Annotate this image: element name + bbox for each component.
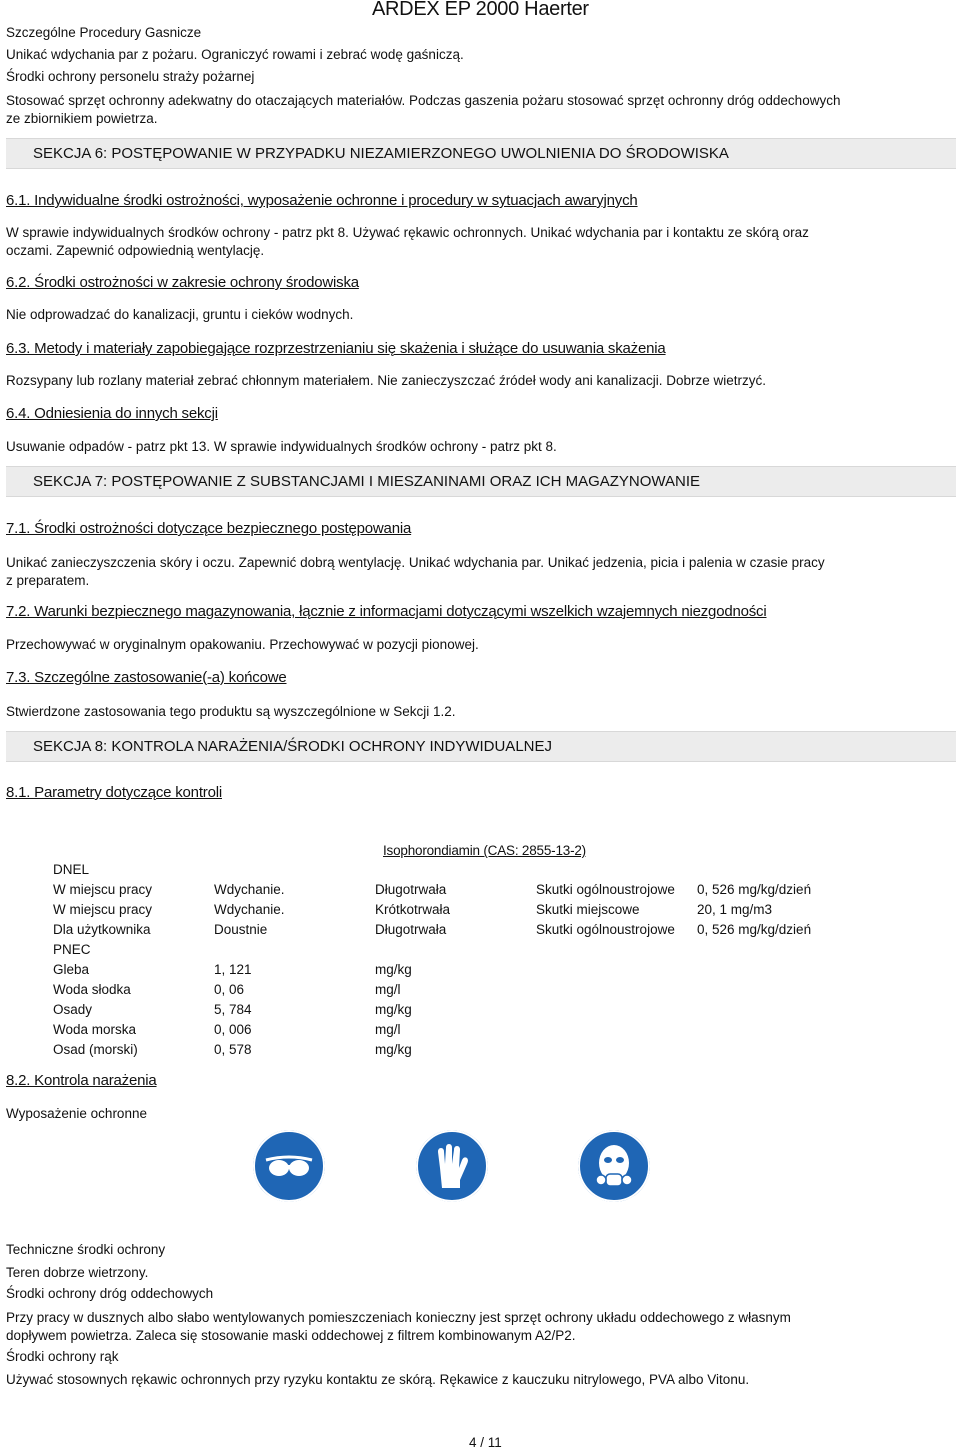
firefighter-protection-text-1: Stosować sprzęt ochronny adekwatny do otaczających materiałów. Podczas gaszenia pożaru stosować sprzęt ochronny dróg oddechowych — [6, 93, 841, 108]
dnel-cell: Długotrwała — [375, 882, 447, 897]
firefighter-protection-text-2: ze zbiornikiem powietrza. — [6, 111, 158, 126]
dnel-cell: 20, 1 mg/m3 — [697, 902, 773, 917]
technical-measures-text: Teren dobrze wietrzony. — [6, 1265, 149, 1280]
pnec-cell: mg/kg — [375, 1042, 412, 1057]
pnec-cell: Osad (morski) — [53, 1042, 138, 1057]
goggles-icon — [253, 1130, 325, 1202]
dnel-label: DNEL — [53, 862, 90, 877]
dnel-cell: Doustnie — [214, 922, 268, 937]
dnel-cell: Krótkotrwała — [375, 902, 451, 917]
subsection-6-2-text: Nie odprowadzać do kanalizacji, gruntu i cieków wodnych. — [6, 307, 354, 322]
pnec-cell: 0, 006 — [214, 1022, 252, 1037]
dnel-cell: W miejscu pracy — [53, 882, 153, 897]
subsection-7-3-heading: 7.3. Szczególne zastosowanie(-a) końcowe — [6, 669, 287, 686]
technical-measures-label: Techniczne środki ochrony — [6, 1242, 166, 1257]
subsection-6-3-heading: 6.3. Metody i materiały zapobiegające rozprzestrzenianiu się skażenia i służące do usuwania skażenia — [6, 340, 666, 357]
fire-procedures-label: Szczególne Procedury Gasnicze — [6, 25, 202, 40]
subsection-6-1-text-2: oczami. Zapewnić odpowiednią wentylację. — [6, 243, 265, 258]
hand-protection-text: Używać stosownych rękawic ochronnych przy ryzyku kontaktu ze skórą. Rękawice z kauczuku nitrylowego, PVA albo Vitonu. — [6, 1372, 750, 1387]
dnel-cell: W miejscu pracy — [53, 902, 153, 917]
page-number: 4 / 11 — [469, 1435, 502, 1450]
pnec-cell: Woda słodka — [53, 982, 131, 997]
ppe-label: Wyposażenie ochronne — [6, 1106, 147, 1121]
pnec-cell: mg/kg — [375, 1002, 412, 1017]
fire-procedures-text: Unikać wdychania par z pożaru. Ograniczyć rowami i zebrać wodę gaśniczą. — [6, 47, 464, 62]
dnel-cell: Skutki ogólnoustrojowe — [536, 922, 675, 937]
respirator-icon — [578, 1130, 650, 1202]
section-8-title: SEKCJA 8: KONTROLA NARAŻENIA/ŚRODKI OCHRONY INDYWIDUALNEJ — [33, 738, 552, 755]
subsection-8-2-heading: 8.2. Kontrola narażenia — [6, 1072, 157, 1089]
section-7-header — [6, 466, 956, 497]
section-6-title: SEKCJA 6: POSTĘPOWANIE W PRZYPADKU NIEZAMIERZONEGO UWOLNIENIA DO ŚRODOWISKA — [33, 145, 729, 162]
subsection-6-1-heading: 6.1. Indywidualne środki ostrożności, wyposażenie ochronne i procedury w sytuacjach awaryjnych — [6, 192, 638, 209]
pnec-cell: Gleba — [53, 962, 90, 977]
subsection-6-2-heading: 6.2. Środki ostrożności w zakresie ochrony środowiska — [6, 274, 359, 291]
respiratory-protection-label: Środki ochrony dróg oddechowych — [6, 1286, 214, 1301]
subsection-6-1-text-1: W sprawie indywidualnych środków ochrony - patrz pkt 8. Używać rękawic ochronnych. Unikać wdychania par i kontaktu ze skórą oraz — [6, 225, 809, 240]
subsection-7-2-heading: 7.2. Warunki bezpiecznego magazynowania, łącznie z informacjami dotyczącymi wszelkich wzajemnych niezgodności — [6, 603, 767, 620]
dnel-cell: 0, 526 mg/kg/dzień — [697, 882, 812, 897]
product-name-header: ARDEX EP 2000 Haerter — [372, 0, 589, 20]
substance-name: Isophorondiamin (CAS: 2855-13-2) — [383, 843, 586, 858]
section-6-header — [6, 138, 956, 169]
dnel-cell: Wdychanie. — [214, 902, 285, 917]
pnec-cell: 0, 06 — [214, 982, 245, 997]
dnel-cell: Skutki miejscowe — [536, 902, 640, 917]
subsection-6-3-text: Rozsypany lub rozlany materiał zebrać chłonnym materiałem. Nie zanieczyszczać źródeł wody ani kanalizacji. Dobrze wietrzyć. — [6, 373, 767, 388]
hand-protection-label: Środki ochrony rąk — [6, 1349, 119, 1364]
pnec-cell: 0, 578 — [214, 1042, 252, 1057]
subsection-7-1-heading: 7.1. Środki ostrożności dotyczące bezpiecznego postępowania — [6, 520, 412, 537]
gloves-icon — [416, 1130, 488, 1202]
dnel-cell: Skutki ogólnoustrojowe — [536, 882, 675, 897]
subsection-7-1-text-2: z preparatem. — [6, 573, 90, 588]
pnec-cell: 1, 121 — [214, 962, 252, 977]
subsection-6-4-heading: 6.4. Odniesienia do innych sekcji — [6, 405, 218, 422]
firefighter-protection-label: Środki ochrony personelu straży pożarnej — [6, 69, 255, 84]
subsection-7-3-text: Stwierdzone zastosowania tego produktu są wyszczególnione w Sekcji 1.2. — [6, 704, 456, 719]
section-8-header — [6, 731, 956, 762]
subsection-7-2-text: Przechowywać w oryginalnym opakowaniu. Przechowywać w pozycji pionowej. — [6, 637, 479, 652]
subsection-7-1-text-1: Unikać zanieczyszczenia skóry i oczu. Zapewnić dobrą wentylację. Unikać wdychania par. Unikać jedzenia, picia i palenia w czasie pracy — [6, 555, 825, 570]
pnec-cell: 5, 784 — [214, 1002, 252, 1017]
subsection-6-4-text: Usuwanie odpadów - patrz pkt 13. W sprawie indywidualnych środków ochrony - patrz pkt 8. — [6, 439, 557, 454]
pnec-cell: mg/l — [375, 1022, 401, 1037]
respiratory-protection-text-2: dopływem powietrza. Zaleca się stosowanie maski oddechowej z filtrem kombinowanym A2/P2. — [6, 1328, 576, 1343]
dnel-cell: 0, 526 mg/kg/dzień — [697, 922, 812, 937]
dnel-cell: Dla użytkownika — [53, 922, 151, 937]
dnel-cell: Wdychanie. — [214, 882, 285, 897]
pnec-label: PNEC — [53, 942, 91, 957]
pnec-cell: mg/l — [375, 982, 401, 997]
pnec-cell: Woda morska — [53, 1022, 137, 1037]
section-7-title: SEKCJA 7: POSTĘPOWANIE Z SUBSTANCJAMI I MIESZANINAMI ORAZ ICH MAGAZYNOWANIE — [33, 473, 701, 490]
pnec-cell: Osady — [53, 1002, 93, 1017]
pnec-cell: mg/kg — [375, 962, 412, 977]
dnel-cell: Długotrwała — [375, 922, 447, 937]
subsection-8-1-heading: 8.1. Parametry dotyczące kontroli — [6, 784, 222, 801]
respiratory-protection-text-1: Przy pracy w dusznych albo słabo wentylowanych pomieszczeniach konieczny jest sprzęt ochrony układu oddechowego z własnym — [6, 1310, 791, 1325]
